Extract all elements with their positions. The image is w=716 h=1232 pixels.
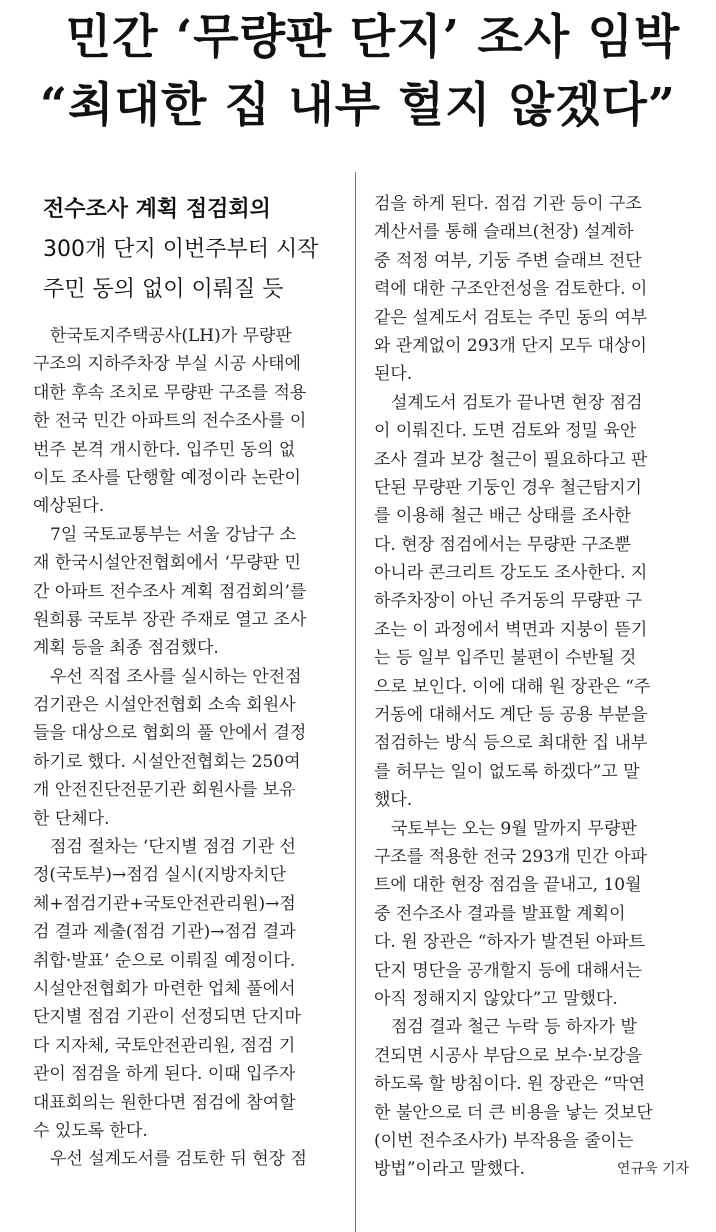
body-line: 단지 명단을 공개할지 등에 대해서는 <box>374 960 642 981</box>
body-line: 한 전국 민간 아파트의 전수조사를 이 <box>33 411 307 432</box>
body-line: 력에 대한 구조안전성을 검토한다. 이 <box>374 279 648 300</box>
body-line: 시설안전협회가 마련한 업체 풀에서 <box>33 978 296 999</box>
body-line: 중 적정 여부, 기둥 주변 슬래브 전단 <box>374 250 642 271</box>
body-line: 조는 이 과정에서 벽면과 지붕이 뜯기 <box>374 619 648 640</box>
body-line: 와 관계없이 293개 단지 모두 대상이 <box>374 335 647 356</box>
body-line: 아니라 콘크리트 강도도 조사한다. 지 <box>374 563 648 584</box>
subhead-primary: 전수조사 계획 점검회의 <box>43 197 271 222</box>
body-line: 조사 결과 보강 철근이 필요하다고 판 <box>374 449 648 470</box>
body-line: 점검하는 방식 등으로 최대한 집 내부 <box>374 733 648 754</box>
body-line: 다. 원 장관은 “하자가 발견된 아파트 <box>374 932 646 953</box>
body-line: 이 이뤄진다. 도면 검토와 정밀 육안 <box>374 421 637 442</box>
body-line: 한 단체다. <box>33 808 110 829</box>
body-line: 대표회의는 원한다면 점검에 참여할 <box>33 1092 296 1113</box>
subhead-secondary: 300개 단지 이번주부터 시작 <box>43 237 319 262</box>
body-line: 점검 결과 철근 누락 등 하자가 발 <box>391 1017 637 1038</box>
body-line: 우선 설계도서를 검토한 뒤 현장 점 <box>50 1149 307 1170</box>
body-line: 이도 조사를 단행할 예정이라 논란이 <box>33 467 301 488</box>
headline-line-2: “최대한 집 내부 헐지 않겠다” <box>40 78 676 133</box>
body-line: 했다. <box>374 790 413 811</box>
body-line: 구조의 지하주차장 부실 시공 사태에 <box>33 354 301 375</box>
body-line: 우선 직접 조사를 실시하는 안전점 <box>50 666 302 687</box>
body-line: 하주차장이 아닌 주거동의 무량판 구 <box>374 591 642 612</box>
body-line: 방법”이라고 말했다. <box>374 1159 525 1180</box>
body-line: 된다. <box>374 364 413 385</box>
body-line: 체+점검기관+국토안전관리원)→점 <box>33 893 296 914</box>
body-line: 하도록 할 방침이다. 원 장관은 “막연 <box>374 1074 646 1095</box>
byline: 연규욱 기자 <box>616 1161 689 1178</box>
subhead-tertiary: 주민 동의 없이 이뤄질 듯 <box>43 277 284 302</box>
column-divider <box>355 172 356 1232</box>
body-line: 다 지자체, 국토안전관리원, 점검 기 <box>33 1035 296 1056</box>
left-column <box>33 190 348 1174</box>
body-line: 들을 대상으로 협회의 풀 안에서 결정 <box>33 723 307 744</box>
body-line: 수 있도록 한다. <box>33 1120 148 1141</box>
body-line: 아직 정해지지 않았다”고 말했다. <box>374 988 618 1009</box>
body-line: 검 결과 제출(점검 기관)→점검 결과 <box>33 922 296 943</box>
body-line: 취합·발표’ 순으로 이뤄질 예정이다. <box>33 950 296 971</box>
body-line: 국토부는 오는 9월 말까지 무량판 <box>391 818 637 839</box>
body-line: 번주 본격 개시한다. 입주민 동의 없 <box>33 439 296 460</box>
body-line: 재 한국시설안전협회에서 ‘무량판 민 <box>33 553 301 574</box>
body-line: 다. 현장 점검에서는 무량판 구조뿐 <box>374 534 631 555</box>
body-line: 관이 점검을 하게 된다. 이때 입주자 <box>33 1064 296 1085</box>
body-line: 으로 보인다. 이에 대해 원 장관은 “주 <box>374 676 651 697</box>
body-line: 설계도서 검토가 끝나면 현장 점검 <box>391 392 643 413</box>
body-line: 7일 국토교통부는 서울 강남구 소 <box>50 524 296 545</box>
body-line: 는 등 일부 입주민 불편이 수반될 것 <box>374 648 637 669</box>
body-line: 검기관은 시설안전협회 소속 회원사 <box>33 695 296 716</box>
body-line: (이번 전수조사가) 부작용을 줄이는 <box>374 1130 634 1151</box>
body-line: 견되면 시공사 부담으로 보수·보강을 <box>374 1045 642 1066</box>
body-line: 트에 대한 현장 점검을 끝내고, 10월 <box>374 875 642 896</box>
body-line: 개 안전진단전문기관 회원사를 보유 <box>33 780 296 801</box>
body-line: 를 허무는 일이 없도록 하겠다”고 말 <box>374 761 640 782</box>
body-line: 계산서를 통해 슬래브(천장) 설계하 <box>374 222 634 243</box>
body-line: 하기로 했다. 시설안전협회는 250여 <box>33 751 301 772</box>
body-line: 계획 등을 최종 점검했다. <box>33 638 219 659</box>
body-line: 예상된다. <box>33 496 105 517</box>
body-line: 를 이용해 철근 배근 상태를 조사한 <box>374 506 631 527</box>
body-line: 점검 절차는 ‘단지별 점검 기관 선 <box>50 837 296 858</box>
body-line: 원희룡 국토부 장관 주재로 열고 조사 <box>33 609 307 630</box>
body-line: 정(국토부)→점검 실시(지방자치단 <box>33 865 287 886</box>
body-line: 대한 후속 조치로 무량판 구조를 적용 <box>33 382 307 403</box>
body-line: 한국토지주택공사(LH)가 무량판 <box>50 326 292 346</box>
body-line: 거동에 대해서도 계단 등 공용 부분을 <box>374 705 648 726</box>
headline-line-1: 민간 ‘무량판 단지’ 조사 임박 <box>65 10 681 65</box>
body-line: 한 불안으로 더 큰 비용을 낳는 것보단 <box>374 1102 653 1123</box>
body-line: 단된 무량판 기둥인 경우 철근탐지기 <box>374 477 642 498</box>
body-line: 검을 하게 된다. 점검 기관 등이 구조 <box>374 194 642 214</box>
body-line: 단지별 점검 기관이 선정되면 단지마 <box>33 1007 301 1028</box>
right-column <box>374 190 689 1232</box>
body-line: 간 아파트 전수조사 계획 점검회의’를 <box>33 581 307 602</box>
body-line: 같은 설계도서 검토는 주민 동의 여부 <box>374 307 648 328</box>
body-line: 중 전수조사 결과를 발표할 계획이 <box>374 903 626 924</box>
body-line: 구조를 적용한 전국 293개 민간 아파 <box>374 846 647 867</box>
